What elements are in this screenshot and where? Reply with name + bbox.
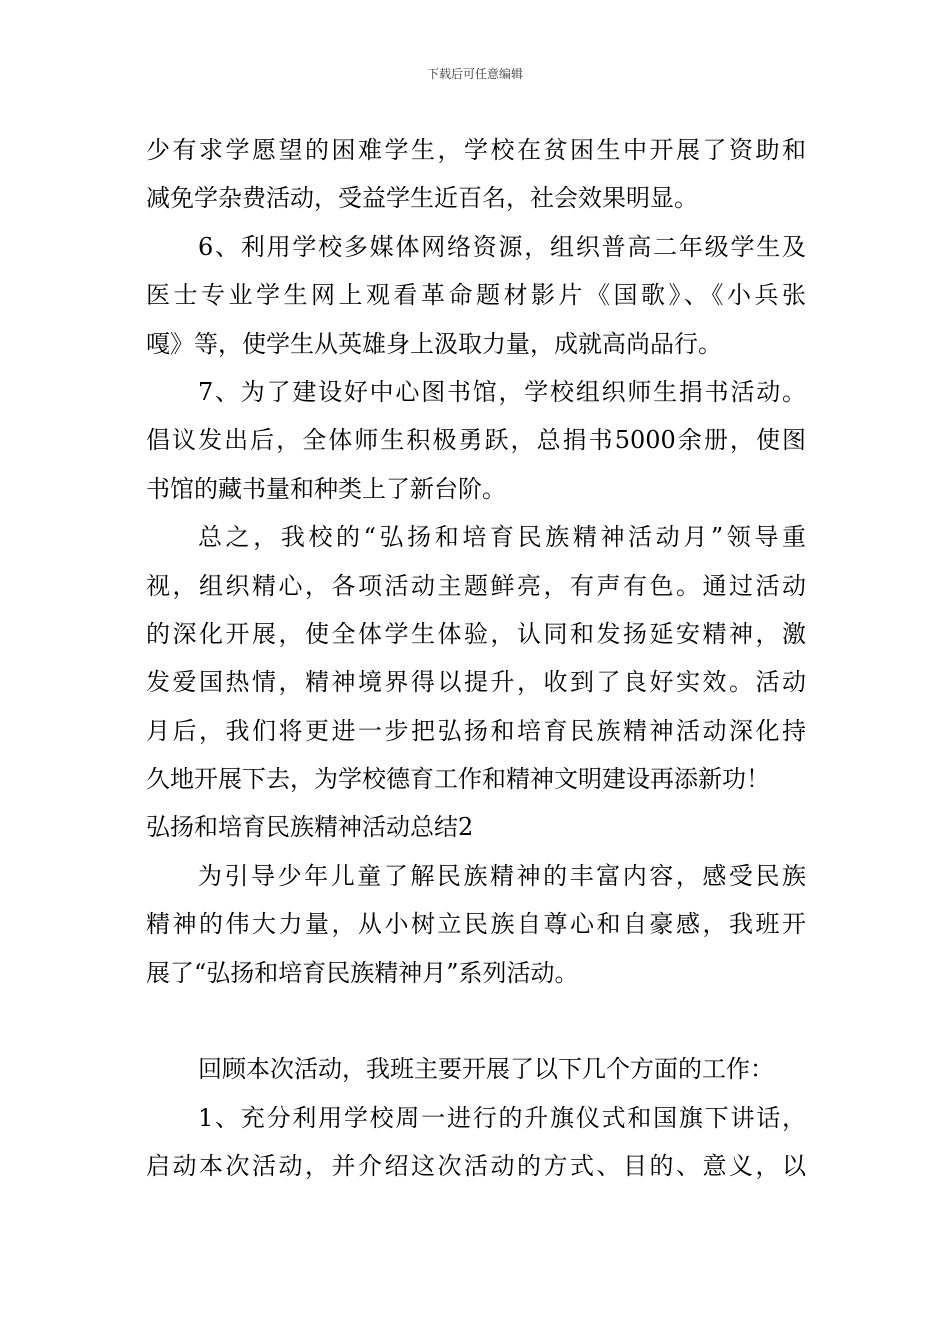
text-line: 书馆的藏书量和种类上了新台阶。 [146,474,506,503]
text-line: 减免学杂费活动，受益学生近百名，社会效果明显。 [146,184,698,213]
text-line: 倡议发出后，全体师生积极勇跃，总捐书5000余册，使图 [146,426,806,455]
text-line: 视，组织精心，各项活动主题鲜亮，有声有色。通过活动 [146,571,806,600]
text-line: 精神的伟大力量，从小树立民族自尊心和自豪感，我班开 [146,910,806,939]
text-line: 回顾本次活动，我班主要开展了以下几个方面的工作： [198,1055,774,1084]
text-line: 嘎》等，使学生从英雄身上汲取力量，成就高尚品行。 [146,329,722,358]
text-line: 展了“弘扬和培育民族精神月”系列活动。 [146,958,579,987]
section-heading: 弘扬和培育民族精神活动总结2 [146,813,474,842]
text-line: 医士专业学生网上观看革命题材影片《国歌》、《小兵张 [146,281,806,310]
text-line: 发爱国热情，精神境界得以提升，收到了良好实效。活动 [146,668,806,697]
text-line: 久地开展下去，为学校德育工作和精神文明建设再添新功！ [146,765,770,794]
text-line: 少有求学愿望的困难学生，学校在贫困生中开展了资助和 [146,136,806,164]
text-line: 6、利用学校多媒体网络资源，组织普高二年级学生及 [198,232,806,261]
text-line: 为引导少年儿童了解民族精神的丰富内容，感受民族 [198,861,806,890]
text-line: 的深化开展，使全体学生体验，认同和发扬延安精神，激 [146,619,806,648]
text-line: 7、为了建设好中心图书馆，学校组织师生捐书活动。 [198,377,806,406]
page-header: 下载后可任意编辑 [426,67,523,81]
text-line: 启动本次活动，并介绍这次活动的方式、目的、意义，以 [146,1152,806,1181]
document-body [146,126,806,1191]
text-line: 1、充分利用学校周一进行的升旗仪式和国旗下讲话， [198,1103,806,1132]
text-line: 月后，我们将更进一步把弘扬和培育民族精神活动深化持 [146,716,806,745]
blank-line [146,997,806,1045]
text-line: 总之，我校的“弘扬和培育民族精神活动月”领导重 [198,523,806,552]
